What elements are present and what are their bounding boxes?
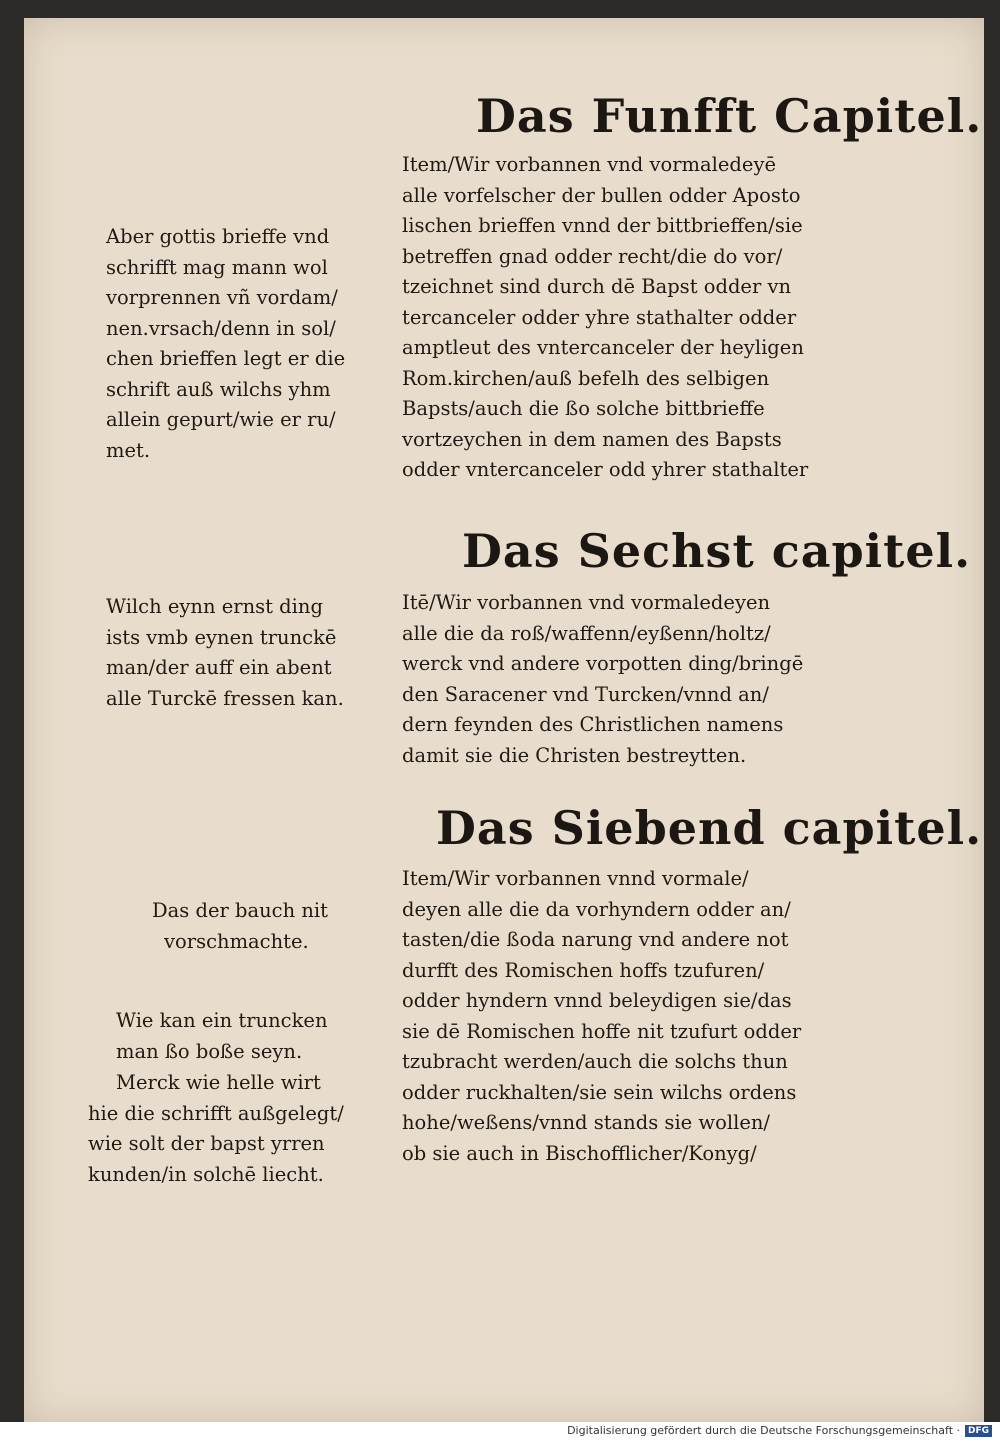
text-line: vortzeychen in dem namen des Bapsts [402, 427, 782, 451]
text-line: Item/Wir vorbannen vnd vormaledeyē [402, 153, 777, 176]
marginal-note-4 [116, 1006, 328, 1067]
text-line: Merck wie helle wirt [116, 1071, 321, 1094]
text-line: amptleut des vntercanceler der heyligen [402, 336, 804, 359]
text-line: den Saracener vnd Turcken/vnnd an/ [402, 682, 769, 706]
chapter-heading-6: Das Sechst capitel. [462, 524, 972, 578]
dfg-logo-icon: DFG [965, 1425, 992, 1437]
text-line: man ßo boße seyn. [116, 1039, 303, 1063]
text-line: kunden/in solchē liecht. [88, 1162, 324, 1186]
funding-credit: Digitalisierung gefördert durch die Deutsche Forschungsgemeinschaft · [567, 1424, 960, 1437]
text-line: lischen brieffen vnnd der bittbrieffen/sie [402, 214, 803, 237]
text-line: damit sie die Christen bestreytten. [402, 743, 747, 767]
marginal-note-3 [152, 896, 328, 957]
text-line: Bapsts/auch die ßo solche bittbrieffe [402, 397, 765, 420]
text-line: Aber gottis brieffe vnd [106, 225, 330, 248]
text-line: alle die da roß/waffenn/eyßenn/holtz/ [402, 621, 771, 645]
marginal-note-2 [106, 592, 344, 714]
text-line: odder vntercanceler odd yhrer stathalter [402, 458, 809, 481]
text-line: werck vnd andere vorpotten ding/bringē [402, 652, 804, 675]
text-line: hie die schrifft außgelegt/ [88, 1101, 344, 1125]
text-line: sie dē Romischen hoffe nit tzufurt odder [402, 1019, 802, 1043]
text-line: Rom.kirchen/auß befelh des selbigen [402, 366, 770, 390]
footer-bar [0, 1422, 1000, 1442]
text-line: met. [106, 438, 151, 462]
text-line: Item/Wir vorbannen vnnd vormale/ [402, 867, 749, 890]
text-line: chen brieffen legt er die [106, 347, 346, 370]
text-line: nen.vrsach/denn in sol/ [106, 316, 336, 340]
text-line: durfft des Romischen hoffs tzufuren/ [402, 958, 765, 982]
text-line: allein gepurt/wie er ru/ [106, 408, 336, 431]
text-line: odder ruckhalten/sie sein wilchs ordens [402, 1080, 797, 1104]
text-line: tasten/die ßoda narung vnd andere not [402, 928, 789, 951]
text-line: schrifft mag mann wol [106, 255, 328, 279]
text-line: odder hyndern vnnd beleydigen sie/das [402, 989, 792, 1012]
chapter-6-text [402, 588, 803, 771]
marginal-note-5 [88, 1068, 344, 1190]
text-line: alle Turckē fressen kan. [106, 686, 344, 710]
text-line: tercanceler odder yhre stathalter odder [402, 305, 797, 329]
chapter-7-text [402, 864, 801, 1169]
text-line: deyen alle die da vorhyndern odder an/ [402, 897, 791, 921]
text-line: tzeichnet sind durch dē Bapst odder vn [402, 275, 792, 298]
text-line: man/der auff ein abent [106, 656, 332, 679]
text-line: vorprennen vñ vordam/ [106, 286, 338, 309]
text-line: schrift auß wilchs yhm [106, 377, 331, 401]
chapter-heading-7: Das Siebend capitel. [436, 801, 983, 855]
text-line: ob sie auch in Bischofflicher/Konyg/ [402, 1141, 757, 1165]
text-line: vorschmachte. [164, 929, 309, 953]
marginal-note-1 [106, 222, 345, 466]
text-line: Wilch eynn ernst ding [106, 595, 323, 618]
text-line: Das der bauch nit [152, 899, 328, 922]
text-line: Itē/Wir vorbannen vnd vormaledeyen [402, 591, 771, 614]
text-line: hohe/weßens/vnnd stands sie wollen/ [402, 1111, 770, 1134]
text-line: alle vorfelscher der bullen odder Aposto [402, 183, 801, 207]
chapter-heading-5: Das Funfft Capitel. [476, 89, 983, 143]
text-line: tzubracht werden/auch die solchs thun [402, 1050, 788, 1073]
text-line: betreffen gnad odder recht/die do vor/ [402, 244, 783, 268]
text-line: dern feynden des Christlichen namens [402, 713, 784, 736]
chapter-5-text [402, 150, 808, 486]
text-line: wie solt der bapst yrren [88, 1132, 325, 1155]
text-line: Wie kan ein truncken [116, 1009, 328, 1032]
text-line: ists vmb eynen trunckē [106, 625, 337, 649]
